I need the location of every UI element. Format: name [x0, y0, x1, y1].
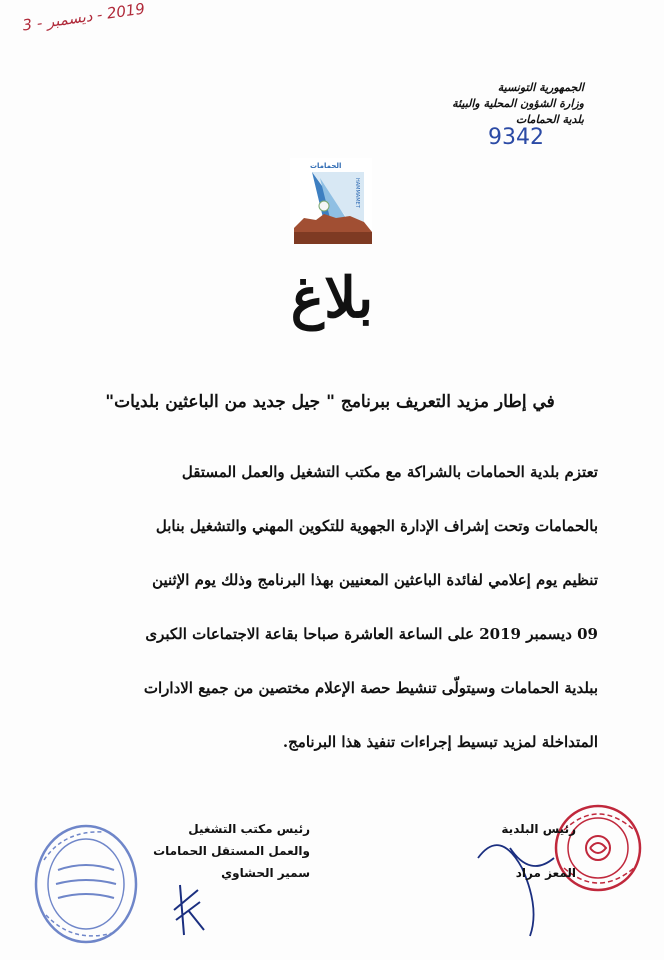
signature-spacer	[426, 840, 576, 862]
notice-body	[78, 445, 598, 769]
handwritten-date: 2019 - ديسمبر - 3	[21, 0, 146, 35]
body-line: المتداخلة لمزيد تبسيط إجراءات تنفيذ هذا البرنامج.	[282, 733, 598, 751]
notice-title: بلاغ	[290, 265, 374, 331]
reference-number: 9342	[488, 125, 544, 150]
body-line: تعتزم بلدية الحمامات بالشراكة مع مكتب التشغيل والعمل المستقل	[181, 463, 598, 481]
mayor-signature	[426, 818, 576, 884]
signer-title: رئيس مكتب التشغيل	[188, 822, 310, 836]
body-line: 09 ديسمبر 2019 على الساعة العاشرة صباحا بقاعة الاجتماعات الكبرى	[145, 625, 598, 643]
republic-line: الجمهورية التونسية	[497, 81, 584, 94]
body-line: تنظيم يوم إعلامي لفائدة الباعثين المعنيين بهذا البرنامج وذلك يوم الإثنين	[152, 571, 598, 589]
left-signature-mark	[170, 880, 210, 940]
municipality-line: بلدية الحمامات	[515, 113, 584, 126]
signer-name: المعز مراد	[515, 866, 576, 880]
ministry-line: وزارة الشؤون المحلية والبيئة	[452, 97, 584, 110]
municipality-logo	[290, 158, 372, 244]
body-line: بالحمامات وتحت إشراف الإدارة الجهوية للتكوين المهني والتشغيل بنابل	[155, 517, 598, 535]
letterhead	[324, 80, 584, 150]
body-line: ببلدية الحمامات وسيتولّى تنشيط حصة الإعلام مختصين من جميع الادارات	[143, 679, 598, 697]
employment-office-signature	[150, 818, 310, 884]
employment-office-seal	[24, 820, 144, 950]
logo-side-text: HAMMAMET	[354, 178, 360, 208]
logo-top-text: الحمامات	[310, 162, 342, 170]
intro-line: في إطار مزيد التعريف ببرنامج " جيل جديد من الباعثين بلديات"	[105, 392, 555, 412]
signer-name: سمير الحشاوي	[221, 866, 310, 880]
signer-title: رئيس البلدية	[501, 822, 576, 836]
signer-title: والعمل المستقل الحمامات	[153, 844, 310, 858]
